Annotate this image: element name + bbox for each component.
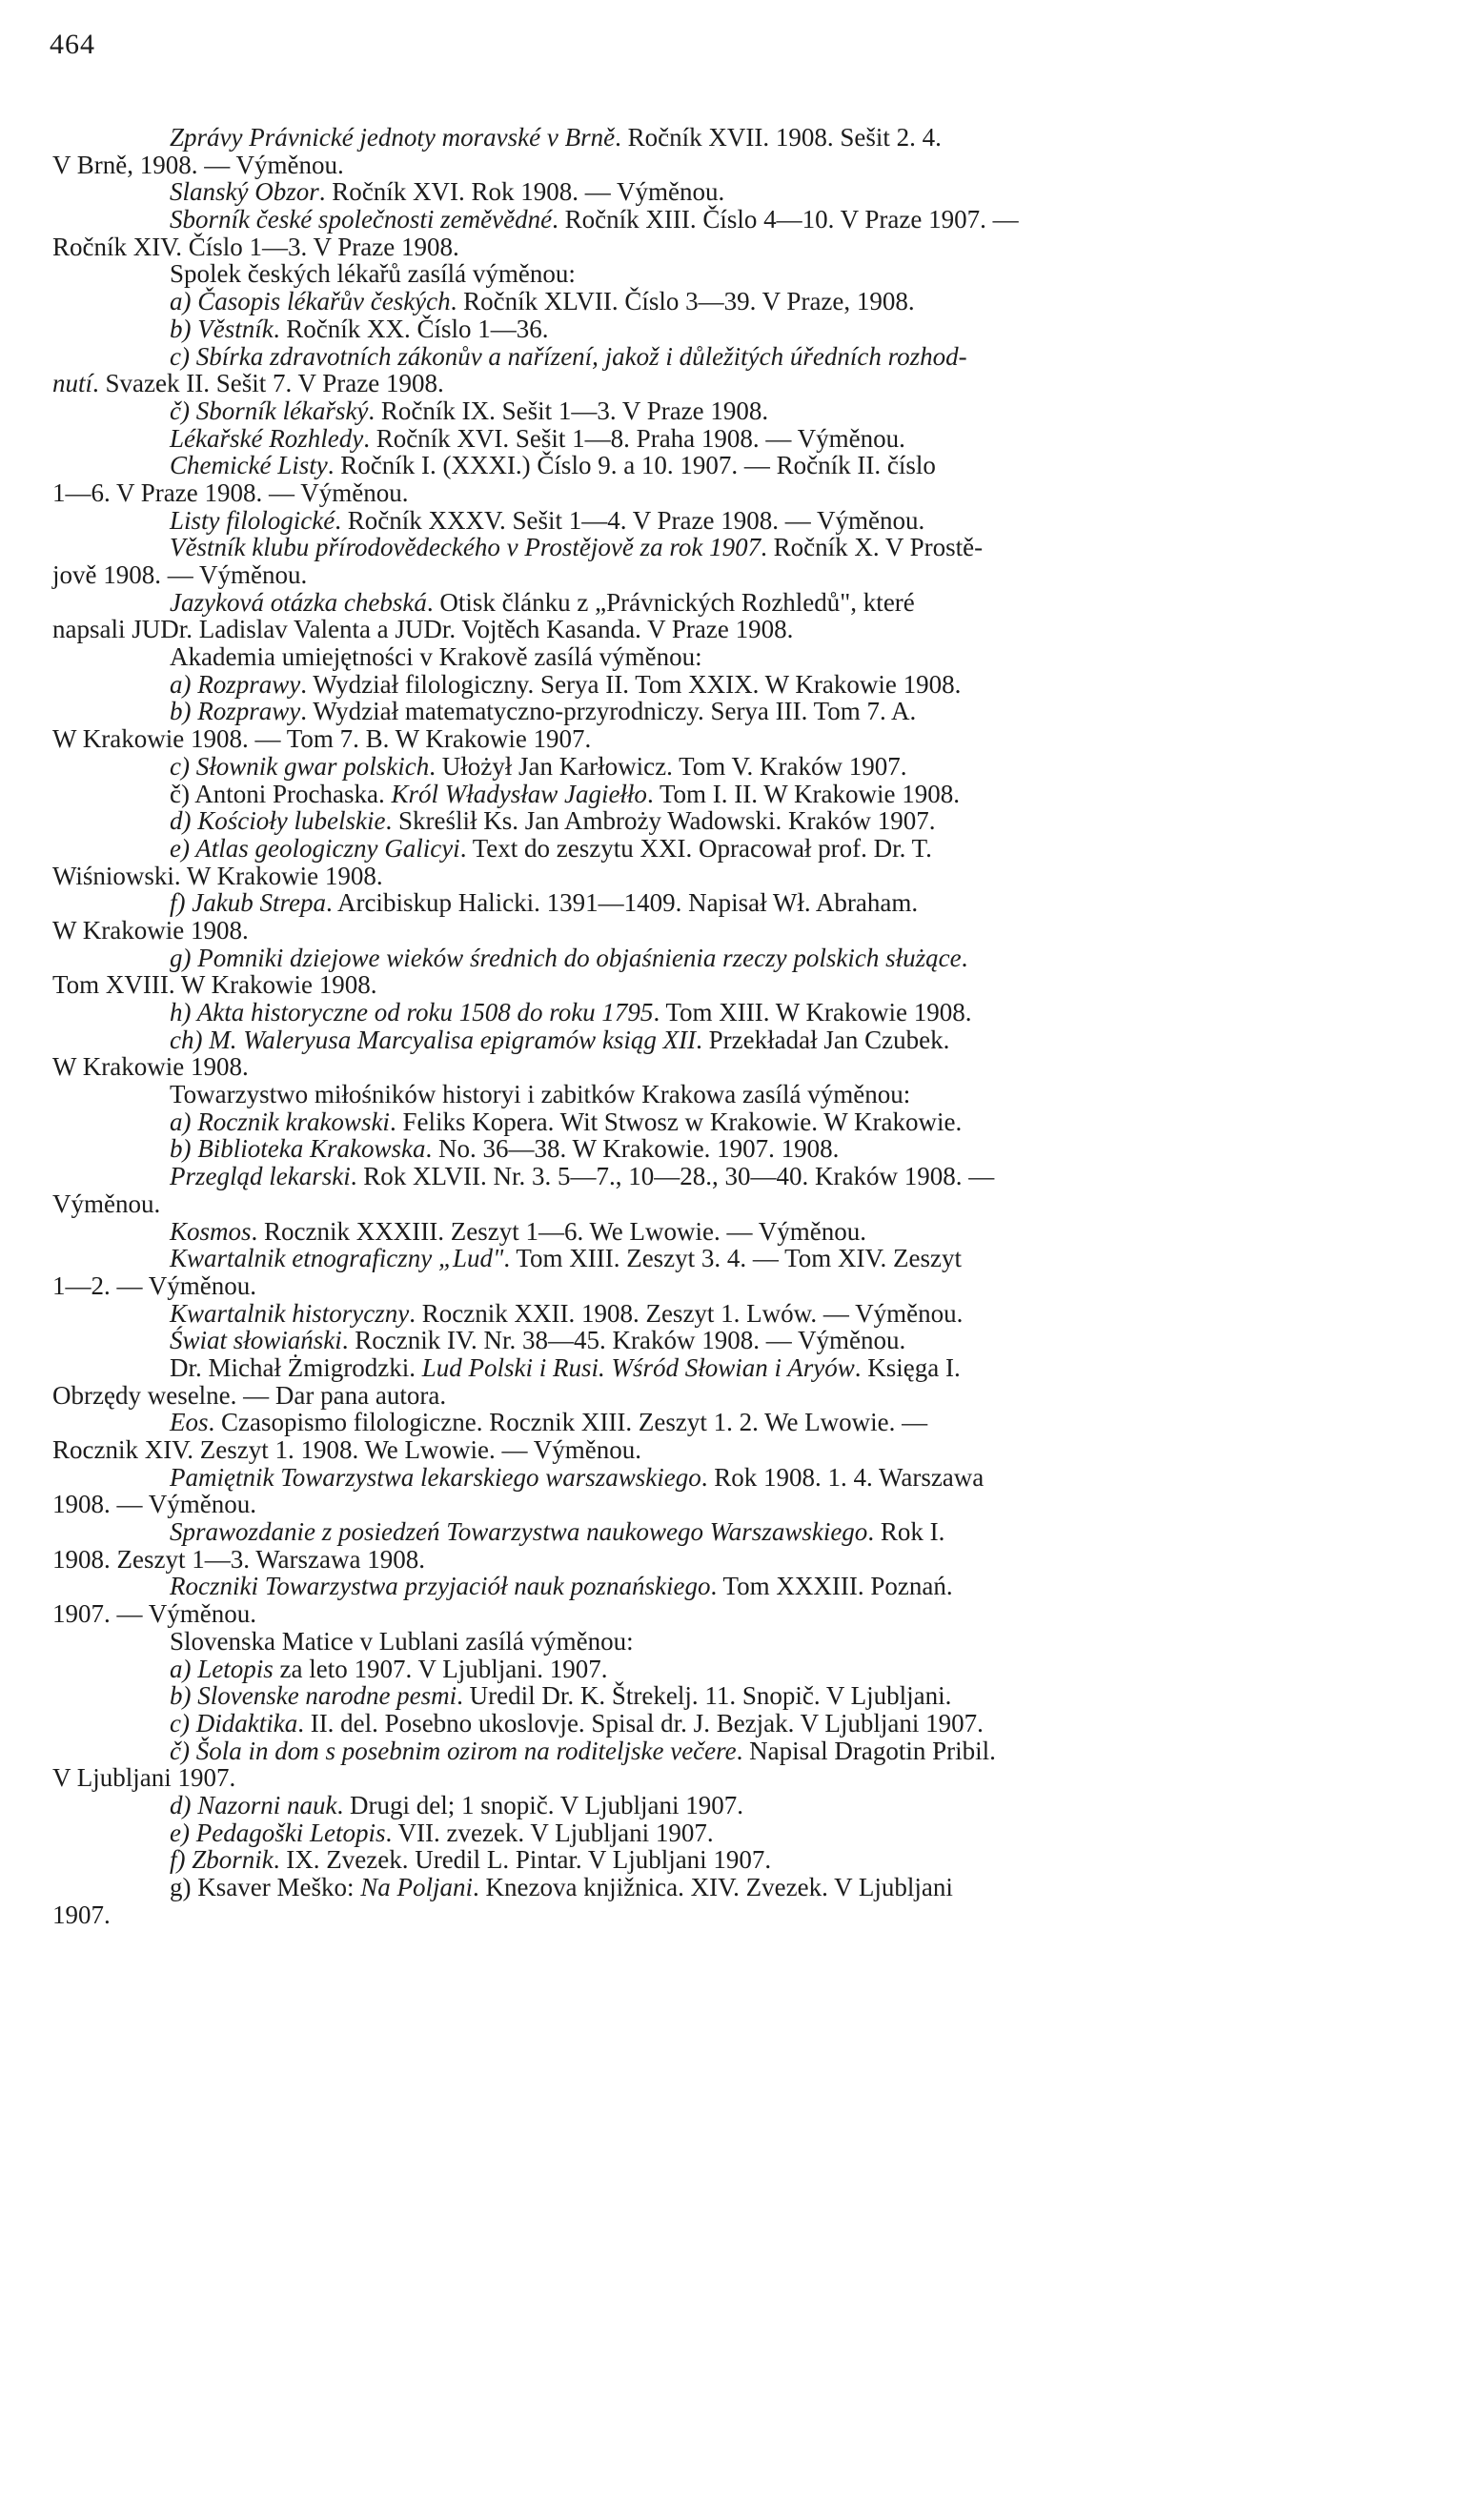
text-span: . — [961, 943, 968, 972]
text-line — [52, 1218, 1432, 1246]
text-line — [52, 971, 1432, 999]
text-line — [52, 1710, 1432, 1738]
text-line — [52, 1682, 1432, 1710]
text-line — [52, 1491, 1432, 1518]
italic-title: Pamiętnik Towarzystwa lekarskiego warszawskiego — [170, 1462, 701, 1492]
text-span: napsali JUDr. Ladislav Valenta a JUDr. Vojtěch Kasanda. V Praze 1908. — [52, 615, 794, 644]
text-line — [52, 178, 1432, 206]
italic-title: a) Rocznik krakowski — [170, 1107, 390, 1136]
text-line — [52, 1409, 1432, 1436]
text-span: Spolek českých lékařů zasílá výměnou: — [170, 259, 576, 289]
italic-title: e) Pedagoški Letopis — [170, 1818, 386, 1847]
italic-title: h) Akta historyczne od roku 1508 do roku 1795 — [170, 998, 654, 1026]
italic-title: Chemické Listy — [170, 451, 328, 480]
italic-title: d) Kościoły lubelskie — [170, 806, 386, 836]
text-span: Dr. Michał Żmigrodzki. — [170, 1352, 422, 1382]
italic-title: Lékařské Rozhledy — [170, 423, 364, 453]
text-line — [52, 781, 1432, 808]
text-span: V Ljubljani 1907. — [52, 1763, 236, 1793]
text-span: . Text do zeszytu XXI. Opracował prof. Dr. T. — [459, 833, 932, 863]
italic-title: Listy filologické — [170, 505, 335, 535]
italic-title: Kwartalnik etnograficzny „Lud" — [170, 1244, 504, 1273]
text-span: . Tom XIII. Zeszyt 3. 4. — Tom XIV. Zeszyt — [503, 1244, 963, 1273]
text-span: . Ročník XVII. 1908. Sešit 2. 4. — [615, 123, 942, 152]
text-span: . Knezova knjižnica. XIV. Zvezek. V Ljubljani — [472, 1873, 953, 1901]
italic-title: a) Časopis lékařův českých — [170, 287, 451, 316]
text-line — [52, 1436, 1432, 1464]
text-line — [52, 1053, 1432, 1081]
italic-title: a) Letopis — [170, 1654, 274, 1683]
text-line — [52, 725, 1432, 753]
italic-title: c) Didaktika — [170, 1708, 298, 1738]
text-line — [52, 1190, 1432, 1218]
text-span: . Drugi del; 1 snopič. V Ljubljani 1907. — [336, 1790, 743, 1819]
text-line — [52, 452, 1432, 479]
italic-title: Kwartalnik historyczny — [170, 1298, 410, 1328]
text-line — [52, 234, 1432, 261]
italic-title: c) Słownik gwar polskich — [170, 751, 430, 781]
italic-title: g) Pomniki dziejowe wieków średnich do objaśnienia rzeczy polskich służące — [170, 943, 962, 972]
text-span: Ročník XIV. Číslo 1—3. V Praze 1908. — [52, 232, 459, 261]
text-line — [52, 945, 1432, 972]
text-line — [52, 206, 1432, 234]
text-line — [52, 835, 1432, 863]
text-span: Slovenska Matice v Lublani zasílá výměnou: — [170, 1626, 634, 1656]
text-span: . Tom I. II. W Krakowie 1908. — [646, 779, 960, 808]
text-span: . Ročník IX. Sešit 1—3. V Praze 1908. — [368, 396, 769, 425]
text-line — [52, 124, 1432, 152]
text-span: Tom XVIII. W Krakowie 1908. — [52, 970, 377, 1000]
text-span: . Czasopismo filologiczne. Rocznik XIII. Zeszyt 1. 2. We Lwowie. — — [208, 1408, 928, 1437]
text-line — [52, 1573, 1432, 1600]
text-line — [52, 917, 1432, 945]
text-span: . Otisk článku z „Právnických Rozhledů", které — [426, 587, 915, 617]
text-span: . Ročník XXXV. Sešit 1—4. V Praze 1908. — Výměnou. — [335, 505, 925, 535]
italic-title: Na Poljani — [360, 1873, 473, 1901]
text-line — [52, 1901, 1432, 1929]
italic-title: Eos — [170, 1408, 209, 1437]
text-line — [52, 397, 1432, 425]
italic-title: Kosmos — [170, 1216, 252, 1246]
text-span: . Feliks Kopera. Wit Stwosz w Krakowie. W Krakowie. — [389, 1107, 963, 1136]
text-span: . Ročník XVI. Sešit 1—8. Praha 1908. — Výměnou. — [363, 423, 905, 453]
text-span: . Wydział filologiczny. Serya II. Tom XXIX. W Krakowie 1908. — [300, 669, 962, 699]
text-body — [52, 124, 1432, 1928]
text-line — [52, 152, 1432, 179]
text-span: . Ročník XIII. Číslo 4—10. V Praze 1907. — — [552, 205, 1019, 234]
italic-title: f) Zbornik — [170, 1845, 274, 1875]
text-span: . Rocznik XXXIII. Zeszyt 1—6. We Lwowie. — Výměnou. — [251, 1216, 866, 1246]
text-span: . Svazek II. Sešit 7. V Praze 1908. — [92, 369, 444, 398]
italic-title: č) Sborník lékařský — [170, 396, 369, 425]
italic-title: Jazyková otázka chebská — [170, 587, 427, 617]
text-span: Wiśniowski. W Krakowie 1908. — [52, 861, 383, 890]
italic-title: f) Jakub Strepa — [170, 888, 326, 918]
text-span: . Ročník XLVII. Číslo 3—39. V Praze, 1908. — [450, 287, 915, 316]
text-span: č) Antoni Prochaska. — [170, 779, 392, 808]
text-line — [52, 1546, 1432, 1574]
text-span: . Ročník XX. Číslo 1—36. — [273, 314, 549, 343]
text-line — [52, 807, 1432, 835]
text-line — [52, 671, 1432, 699]
text-span: . IX. Zvezek. Uredil L. Pintar. V Ljubljani 1907. — [273, 1845, 772, 1875]
text-span: Rocznik XIV. Zeszyt 1. 1908. We Lwowie. — Výměnou. — [52, 1435, 641, 1464]
text-line — [52, 589, 1432, 617]
text-line — [52, 1819, 1432, 1847]
text-span: . Wydział matematyczno-przyrodniczy. Serya III. Tom 7. A. — [300, 697, 917, 726]
text-line — [52, 1026, 1432, 1054]
text-span: . Ułożył Jan Karłowicz. Tom V. Kraków 1907. — [429, 751, 907, 781]
italic-title: nutí — [52, 369, 93, 398]
italic-title: Sprawozdanie z posiedzeń Towarzystwa naukowego Warszawskiego — [170, 1517, 868, 1547]
text-span: . No. 36—38. W Krakowie. 1907. 1908. — [425, 1134, 840, 1164]
text-span: . VII. zvezek. V Ljubljani 1907. — [385, 1818, 714, 1847]
text-line — [52, 343, 1432, 371]
text-line — [52, 425, 1432, 453]
text-span: . Rocznik IV. Nr. 38—45. Kraków 1908. — Výměnou. — [341, 1326, 906, 1355]
text-line — [52, 1135, 1432, 1163]
text-span: . Rok XLVII. Nr. 3. 5—7., 10—28., 30—40. Kraków 1908. — — [350, 1162, 995, 1191]
text-span: . Tom XIII. W Krakowie 1908. — [653, 998, 972, 1026]
text-line — [52, 1518, 1432, 1546]
text-line — [52, 561, 1432, 589]
text-span: . Uredil Dr. K. Štrekelj. 11. Snopič. V Ljubljani. — [457, 1681, 952, 1711]
text-line — [52, 1382, 1432, 1410]
text-span: . Arcibiskup Halicki. 1391—1409. Napisał Wł. Abraham. — [325, 888, 919, 918]
text-span: . Skreślił Ks. Jan Ambroży Wadowski. Kraków 1907. — [385, 806, 936, 836]
text-line — [52, 1354, 1432, 1382]
text-line — [52, 315, 1432, 343]
text-line — [52, 1272, 1432, 1300]
text-line — [52, 698, 1432, 725]
text-line — [52, 1764, 1432, 1792]
italic-title: Król Władysław Jagiełło — [391, 779, 647, 808]
italic-title: d) Nazorni nauk — [170, 1790, 337, 1819]
text-line — [52, 1738, 1432, 1765]
text-span: W Krakowie 1908. — [52, 915, 249, 945]
text-span: g) Ksaver Meško: — [170, 1873, 361, 1901]
text-span: . Ročník X. V Prostě- — [761, 533, 984, 562]
italic-title: b) Slovenske narodne pesmi — [170, 1681, 457, 1711]
text-line — [52, 1108, 1432, 1136]
italic-title: Sborník české společnosti zeměvědné — [170, 205, 553, 234]
text-span: . Ročník I. (XXXI.) Číslo 9. a 10. 1907. — Ročník II. číslo — [327, 451, 936, 480]
text-span: 1907. — Výměnou. — [52, 1599, 256, 1629]
text-span: W Krakowie 1908. — [52, 1052, 249, 1082]
text-span: . Rok I. — [867, 1517, 945, 1547]
text-span: 1907. — [52, 1900, 111, 1929]
text-line — [52, 1600, 1432, 1628]
text-span: . Ročník XVI. Rok 1908. — Výměnou. — [318, 177, 725, 207]
italic-title: Zprávy Právnické jednoty moravské v Brně — [170, 123, 616, 152]
text-line — [52, 1245, 1432, 1272]
text-line — [52, 616, 1432, 643]
italic-title: Świat słowiański — [170, 1326, 342, 1355]
italic-title: c) Sbírka zdravotních zákonův a nařízení, jakož i důležitých úředních rozhod- — [170, 341, 967, 371]
text-line — [52, 534, 1432, 561]
text-span: za leto 1907. V Ljubljani. 1907. — [273, 1654, 608, 1683]
text-line — [52, 1846, 1432, 1874]
text-line — [52, 260, 1432, 288]
italic-title: e) Atlas geologiczny Galicyi — [170, 833, 460, 863]
italic-title: Roczniki Towarzystwa przyjaciół nauk poznańskiego — [170, 1572, 711, 1601]
text-line — [52, 370, 1432, 397]
text-span: Towarzystwo miłośników historyi i zabitków Krakowa zasílá výměnou: — [170, 1080, 911, 1109]
text-span: 1908. — Výměnou. — [52, 1490, 256, 1519]
text-span: . Rok 1908. 1. 4. Warszawa — [700, 1462, 985, 1492]
text-line — [52, 999, 1432, 1026]
text-span: Výměnou. — [52, 1189, 161, 1218]
text-span: . Napisal Dragotin Pribil. — [736, 1736, 996, 1765]
text-line — [52, 1300, 1432, 1328]
text-span: . Tom XXXIII. Poznań. — [710, 1572, 953, 1601]
text-line — [52, 479, 1432, 507]
italic-title: b) Rozprawy — [170, 697, 301, 726]
text-line — [52, 1163, 1432, 1190]
text-line — [52, 643, 1432, 671]
italic-title: Věstník klubu přírodovědeckého v Prostějově za rok 1907 — [170, 533, 761, 562]
italic-title: Slanský Obzor — [170, 177, 319, 207]
page-number: 464 — [50, 29, 95, 60]
text-line — [52, 1874, 1432, 1901]
text-span: 1—2. — Výměnou. — [52, 1270, 256, 1300]
text-line — [52, 507, 1432, 535]
italic-title: Przegląd lekarski — [170, 1162, 351, 1191]
text-span: 1—6. V Praze 1908. — Výměnou. — [52, 478, 409, 507]
italic-title: b) Biblioteka Krakowska — [170, 1134, 426, 1164]
text-line — [52, 1081, 1432, 1108]
text-line — [52, 1792, 1432, 1819]
text-line — [52, 288, 1432, 315]
text-line — [52, 1327, 1432, 1354]
italic-title: ch) M. Waleryusa Marcyalisa epigramów ksiąg XII — [170, 1025, 697, 1054]
text-span: . Rocznik XXII. 1908. Zeszyt 1. Lwów. — Výměnou. — [409, 1298, 964, 1328]
text-span: Obrzędy weselne. — Dar pana autora. — [52, 1380, 447, 1410]
text-span: 1908. Zeszyt 1—3. Warszawa 1908. — [52, 1544, 425, 1574]
text-line — [52, 1628, 1432, 1656]
italic-title: b) Věstník — [170, 314, 274, 343]
text-line — [52, 863, 1432, 890]
text-line — [52, 753, 1432, 781]
text-span: Akademia umiejętności v Krakově zasílá výměnou: — [170, 642, 702, 672]
text-span: jově 1908. — Výměnou. — [52, 560, 308, 589]
text-line — [52, 1656, 1432, 1683]
italic-title: Lud Polski i Rusi. Wśród Słowian i Aryów — [421, 1352, 855, 1382]
text-span: . Przekładał Jan Czubek. — [696, 1025, 950, 1054]
text-span: V Brně, 1908. — Výměnou. — [52, 150, 344, 179]
text-span: . Księga I. — [854, 1352, 961, 1382]
text-line — [52, 889, 1432, 917]
italic-title: č) Šola in dom s posebnim ozirom na roditeljske večere — [170, 1736, 737, 1765]
text-span: . II. del. Posebno ukoslovje. Spisal dr. J. Bezjak. V Ljubljani 1907. — [297, 1708, 984, 1738]
text-span: W Krakowie 1908. — Tom 7. B. W Krakowie 1907. — [52, 724, 592, 754]
italic-title: a) Rozprawy — [170, 669, 301, 699]
text-line — [52, 1464, 1432, 1492]
